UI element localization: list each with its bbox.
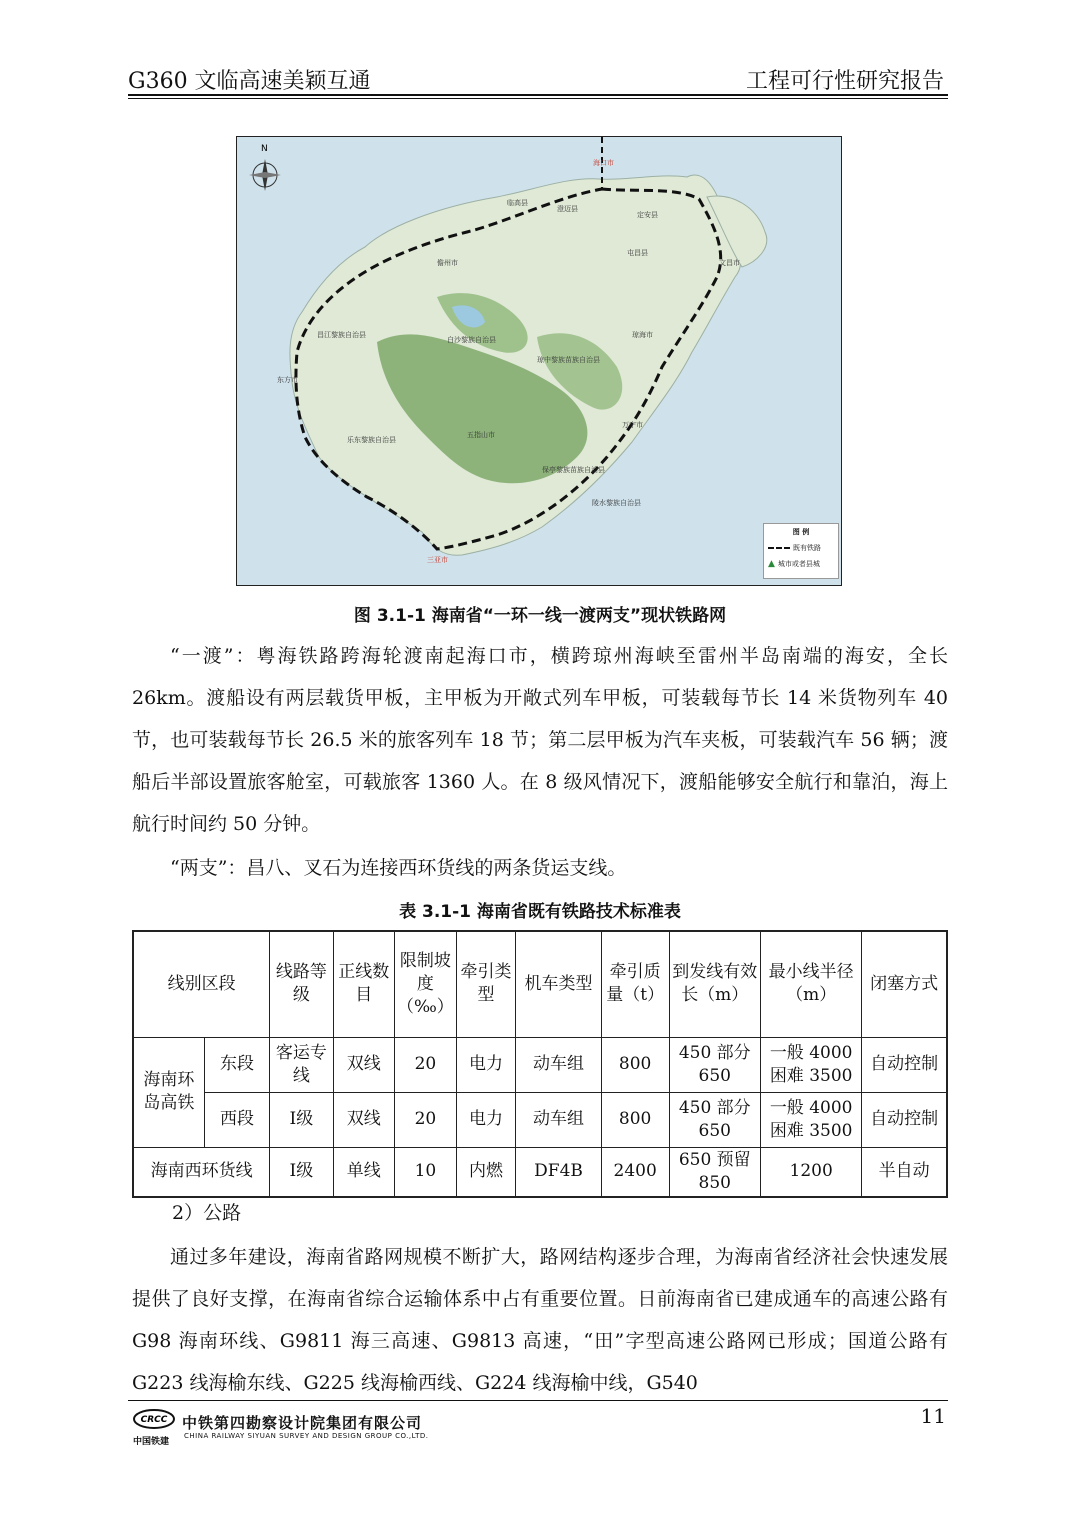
cell-length: 650 预留 850 <box>669 1147 760 1197</box>
label-qionghai: 琼海市 <box>632 331 653 339</box>
railway-map <box>236 136 842 586</box>
table-caption: 表 3.1-1 海南省既有铁路技术标准表 <box>399 902 681 922</box>
cell-gradient: 20 <box>395 1092 457 1147</box>
cell-length: 450 部分 650 <box>669 1037 760 1092</box>
cell-length: 450 部分 650 <box>669 1092 760 1147</box>
cell-sub: 西段 <box>204 1092 269 1147</box>
cell-block: 自动控制 <box>862 1037 947 1092</box>
hainan-map-svg <box>237 137 841 585</box>
page-number: 11 <box>920 1404 946 1428</box>
map-legend <box>763 523 839 579</box>
header-project-title: G360 文临高速美颖互通 <box>128 69 371 94</box>
cell-block: 自动控制 <box>862 1092 947 1147</box>
cell-traction: 电力 <box>456 1092 515 1147</box>
label-chengmai: 澄迈县 <box>557 205 578 213</box>
th-section: 线别区段 <box>133 931 270 1037</box>
th-gradient: 限制坡度（‰） <box>395 931 457 1037</box>
footer-rule <box>128 1400 948 1401</box>
cell-gradient: 20 <box>395 1037 457 1092</box>
cell-traction: 内燃 <box>456 1147 515 1197</box>
th-radius: 最小线半径（m） <box>760 931 861 1037</box>
header-report-title: 工程可行性研究报告 <box>745 69 944 94</box>
company-name-cn: 中铁第四勘察设计院集团有限公司 <box>182 1414 423 1432</box>
label-wenchang: 文昌市 <box>719 259 740 267</box>
cell-mass: 800 <box>601 1037 669 1092</box>
header-rule <box>128 94 948 96</box>
cell-block: 半自动 <box>862 1147 947 1197</box>
cell-mass: 800 <box>601 1092 669 1147</box>
legend-title: 图 例 <box>792 527 810 536</box>
th-block: 闭塞方式 <box>862 931 947 1037</box>
railway-spec-table <box>132 930 948 1198</box>
group-cell: 海南环岛高铁 <box>133 1037 204 1147</box>
paragraph-ferry: “一渡”：粤海铁路跨海轮渡南起海口市，横跨琼州海峡至雷州半岛南端的海安，全长 26km。渡船设有两层载货甲板，主甲板为开敞式列车甲板，可装载每节长 14 米货物列车 40 节，也可装载每节长 26.5 米的旅客列车 18 节；第二层甲板为汽车夹板，可装载汽车 56 辆；渡船后半部设置旅客舱室，可载旅客 1360 人。在 8 级风情况下，渡船能够安全航行和靠泊，海上航行时间约 50 分钟。 <box>132 645 948 835</box>
table-row <box>133 1147 947 1197</box>
th-grade: 线路等级 <box>270 931 333 1037</box>
paragraph-highway: 通过多年建设，海南省路网规模不断扩大，路网结构逐步合理，为海南省经济社会快速发展提供了良好支撑，在海南省综合运输体系中占有重要位置。日前海南省已建成通车的高速公路有 G98 海南环线、G9811 海三高速、G9813 高速，“田”字型高速公路网已形成；国道公路有 G223 线海榆东线、G225 线海榆西线、G224 线海榆中线，G540 <box>132 1246 948 1394</box>
table-row <box>133 1092 947 1147</box>
legend-row-railway <box>768 543 834 553</box>
cell-sub: 东段 <box>204 1037 269 1092</box>
label-dingan: 定安县 <box>637 211 658 219</box>
logo-mark-text: CRCC <box>140 1415 168 1425</box>
cell-tracks: 单线 <box>333 1147 394 1197</box>
label-dongfang: 东方市 <box>277 376 298 384</box>
cell-traction: 电力 <box>456 1037 515 1092</box>
label-baoting: 保亭黎族苗族自治县 <box>542 466 605 474</box>
cell-grade: Ⅰ级 <box>270 1092 333 1147</box>
figure-caption: 图 3.1-1 海南省“一环一线一渡两支”现状铁路网 <box>353 606 727 626</box>
north-label: N <box>261 144 268 154</box>
label-wanning: 万宁市 <box>622 421 643 429</box>
triangle-icon: ▲ <box>768 559 775 569</box>
legend-railway-label: 既有铁路 <box>793 544 821 552</box>
label-changjiang: 昌江黎族自治县 <box>317 331 366 339</box>
header-rule-thin <box>128 98 948 99</box>
th-mass: 牵引质量（t） <box>601 931 669 1037</box>
company-name-en: CHINA RAILWAY SIYUAN SURVEY AND DESIGN GROUP CO.,LTD. <box>184 1432 429 1440</box>
label-tunchang: 屯昌县 <box>627 249 648 257</box>
paragraph-branches: “两支”：昌八、叉石为连接西环货线的两条货运支线。 <box>170 857 627 879</box>
cell-radius: 一般 4000 困难 3500 <box>760 1092 861 1147</box>
th-tracks: 正线数目 <box>333 931 394 1037</box>
table-row <box>133 1037 947 1092</box>
cell-loco: 动车组 <box>516 1092 602 1147</box>
label-haikou: 海口市 <box>593 159 614 167</box>
label-danzhou: 儋州市 <box>437 259 458 267</box>
label-lingao: 临高县 <box>507 199 528 207</box>
cell-loco: 动车组 <box>516 1037 602 1092</box>
label-sanya: 三亚市 <box>427 556 448 564</box>
cell-mass: 2400 <box>601 1147 669 1197</box>
table-header-row <box>133 931 947 1037</box>
label-ledong: 乐东黎族自治县 <box>347 436 396 444</box>
cell-tracks: 双线 <box>333 1092 394 1147</box>
cell-radius: 一般 4000 困难 3500 <box>760 1037 861 1092</box>
cell-sub: 海南西环货线 <box>133 1147 270 1197</box>
logo-caption: 中国铁建 <box>133 1437 170 1447</box>
legend-railway-symbol <box>768 547 790 549</box>
legend-row-city <box>768 559 834 569</box>
section-heading-highway: 2）公路 <box>172 1202 242 1224</box>
label-baisha: 白沙黎族自治县 <box>447 336 496 344</box>
cell-tracks: 双线 <box>333 1037 394 1092</box>
legend-city-label: 城市或者县城 <box>777 560 820 568</box>
label-lingshui: 陵水黎族自治县 <box>592 499 641 507</box>
cell-grade: 客运专线 <box>270 1037 333 1092</box>
label-qiongzhong: 琼中黎族苗族自治县 <box>537 356 600 364</box>
label-wuzhishan: 五指山市 <box>467 431 495 439</box>
cell-gradient: 10 <box>395 1147 457 1197</box>
cell-grade: Ⅰ级 <box>270 1147 333 1197</box>
cell-radius: 1200 <box>760 1147 861 1197</box>
th-traction: 牵引类型 <box>456 931 515 1037</box>
cell-loco: DF4B <box>516 1147 602 1197</box>
th-length: 到发线有效长（m） <box>669 931 760 1037</box>
th-loco: 机车类型 <box>516 931 602 1037</box>
